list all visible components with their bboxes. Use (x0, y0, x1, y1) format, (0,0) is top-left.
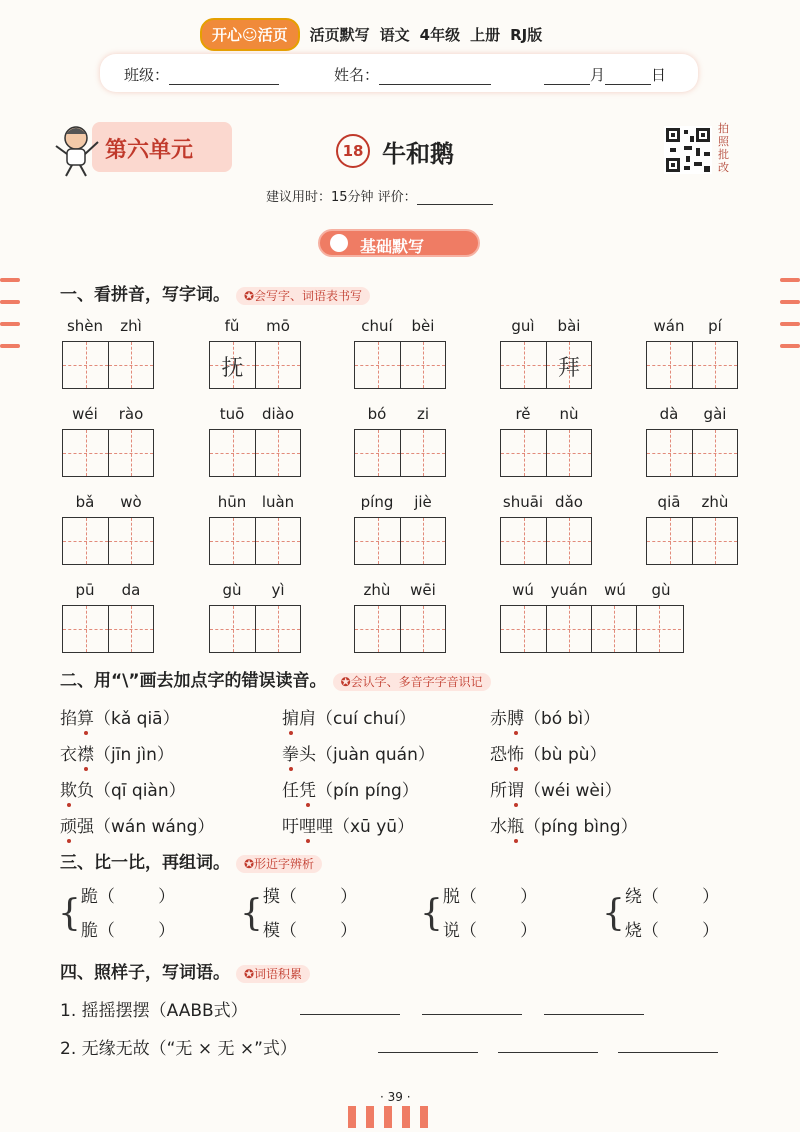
pinyin-syllable: zhù (363, 581, 391, 599)
tianzi-grid (646, 341, 738, 389)
tianzi-grid (646, 517, 738, 565)
writing-cell[interactable] (210, 518, 255, 564)
series-title: 活页默写 (309, 25, 370, 44)
dotted-char: 凭 (299, 776, 316, 801)
dotted-char: 算 (77, 704, 94, 729)
pinyin-syllable: bài (557, 317, 581, 335)
pinyin-syllable: pí (708, 317, 722, 335)
tianzi-grid (500, 605, 684, 653)
word-char: 所 (490, 781, 507, 801)
writing-cell[interactable] (546, 342, 591, 388)
q2-tag: ✪会认字、多音字字音识记 (333, 673, 491, 691)
compare-words (443, 880, 537, 948)
writing-cell[interactable] (692, 342, 737, 388)
dotted-char: 拳 (282, 740, 299, 765)
writing-cell[interactable] (546, 430, 591, 476)
edge-mark (780, 322, 800, 326)
edge-mark (0, 322, 20, 326)
compare-word-blank[interactable]: 烧（ ） (624, 921, 720, 941)
month-label: 月 (590, 66, 606, 84)
dotted-char: 哩 (299, 812, 316, 837)
answer-blank[interactable] (300, 996, 400, 1015)
q4-title: 四、照样子，写词语。 (60, 963, 230, 983)
pinyin-syllable: hūn (217, 493, 247, 511)
dotted-char: 掮 (282, 704, 299, 729)
pinyin-syllable: wán (653, 317, 685, 335)
pinyin-word (500, 316, 592, 389)
pinyin-syllable: gù (222, 581, 242, 599)
pronunciation-item[interactable] (60, 776, 186, 801)
pinyin-word (646, 492, 738, 565)
pronunciation-options: （wéi wèi） (524, 781, 622, 801)
pinyin-word (354, 404, 446, 477)
dotted-char: 瓶 (507, 812, 524, 837)
magnifier-icon (330, 234, 348, 252)
brace-icon: { (58, 893, 81, 934)
compare-words (263, 880, 357, 948)
writing-cell[interactable] (636, 606, 681, 652)
pinyin-syllable: píng (360, 493, 394, 511)
writing-cell[interactable] (647, 518, 692, 564)
pinyin-syllable: dǎo (555, 493, 583, 511)
tianzi-grid (62, 341, 154, 389)
q4-heading (60, 958, 310, 983)
section-banner (318, 229, 480, 257)
pinyin-row (209, 492, 301, 511)
writing-cell[interactable] (501, 518, 546, 564)
pinyin-syllable: yuán (550, 581, 588, 599)
pronunciation-item[interactable] (282, 776, 419, 801)
pinyin-word (354, 580, 446, 653)
unit-title: 第六单元 (105, 138, 194, 163)
q4-item-1-text: 1. 摇摇摆摆（AABB式） (60, 1001, 248, 1021)
tianzi-grid (62, 517, 154, 565)
grade: 4年级 (419, 25, 461, 44)
q4-item-1 (60, 996, 248, 1021)
pronunciation-options: （kǎ qiā） (94, 709, 180, 729)
subject: 语文 (379, 25, 410, 44)
class-field[interactable] (124, 64, 279, 85)
q1-title: 一、看拼音，写字词。 (60, 285, 230, 305)
pinyin-row (354, 316, 446, 335)
pronunciation-item[interactable] (282, 812, 414, 837)
pronunciation-item[interactable] (60, 812, 214, 837)
writing-cell[interactable] (400, 342, 445, 388)
edge-mark (780, 300, 800, 304)
q3-tag: ✪形近字辨析 (236, 855, 322, 873)
word-char: 吁 (282, 817, 299, 837)
pinyin-syllable: wú (604, 581, 626, 599)
pronunciation-item[interactable] (490, 740, 607, 765)
pinyin-syllable: da (121, 581, 141, 599)
compare-words (625, 880, 719, 948)
writing-cell[interactable] (210, 430, 255, 476)
q2-title: 二、用“\”画去加点字的错误读音。 (60, 671, 327, 691)
writing-cell[interactable] (108, 342, 153, 388)
pinyin-word (209, 316, 301, 389)
pinyin-syllable: bó (367, 405, 387, 423)
edge-mark (780, 344, 800, 348)
term: 上册 (470, 25, 501, 44)
pronunciation-options: 强（wán wáng） (77, 817, 215, 837)
pronunciation-options: 头（juàn quán） (299, 745, 435, 765)
writing-cell[interactable] (501, 430, 546, 476)
footer-bar (348, 1106, 356, 1128)
photo-grading-label: 拍照批改 (718, 122, 729, 174)
lesson-number: 18 (336, 134, 370, 168)
tianzi-grid (646, 429, 738, 477)
pinyin-row (62, 580, 154, 599)
pinyin-syllable: jiè (414, 493, 432, 511)
dotted-char: 顽 (60, 812, 77, 837)
class-label: 班级： (124, 66, 170, 84)
tianzi-grid (354, 605, 446, 653)
dotted-char: 膊 (507, 704, 524, 729)
writing-cell[interactable] (255, 518, 300, 564)
pinyin-syllable: chuí (361, 317, 393, 335)
student-info-bar (100, 54, 698, 92)
writing-cell[interactable] (108, 518, 153, 564)
name-label: 姓名： (334, 66, 380, 84)
compare-word-blank[interactable]: 摸（ ） (262, 887, 358, 907)
page-number: · 39 · (380, 1090, 411, 1104)
pinyin-syllable: pū (75, 581, 95, 599)
word-char: 赤 (490, 709, 507, 729)
pinyin-row (646, 404, 738, 423)
writing-cell[interactable] (63, 606, 108, 652)
pinyin-syllable: bǎ (75, 493, 95, 511)
edition: RJ版 (510, 25, 543, 44)
footer-bar (402, 1106, 410, 1128)
pinyin-syllable: gù (651, 581, 671, 599)
pinyin-word (62, 580, 154, 653)
writing-cell[interactable] (400, 430, 445, 476)
pinyin-row (209, 404, 301, 423)
pinyin-syllable: shuāi (502, 493, 544, 511)
writing-cell[interactable] (63, 342, 108, 388)
writing-cell[interactable] (210, 342, 255, 388)
section-title: 基础默写 (360, 237, 425, 256)
writing-cell[interactable] (63, 430, 108, 476)
writing-cell[interactable] (255, 430, 300, 476)
pinyin-syllable: dà (659, 405, 679, 423)
compare-word-blank[interactable]: 绕（ ） (624, 887, 720, 907)
compare-words (81, 880, 175, 948)
edge-mark (780, 278, 800, 282)
q4-item-2 (60, 1034, 297, 1059)
pinyin-word (354, 492, 446, 565)
pinyin-syllable: rě (515, 405, 531, 423)
footer-bar (366, 1106, 374, 1128)
pronunciation-options: （bó bì） (524, 709, 601, 729)
pinyin-row (209, 316, 301, 335)
q4-item-2-blanks (378, 1034, 718, 1053)
answer-blank[interactable] (422, 996, 522, 1015)
tianzi-grid (62, 429, 154, 477)
pinyin-syllable: wú (512, 581, 534, 599)
q1-heading (60, 280, 370, 305)
pinyin-syllable: nù (559, 405, 579, 423)
tianzi-grid (500, 341, 592, 389)
pronunciation-options: （pín píng） (316, 781, 419, 801)
q4-item-1-blanks (300, 996, 644, 1015)
pinyin-row (62, 404, 154, 423)
pronunciation-options: 负（qī qiàn） (77, 781, 186, 801)
edge-mark (0, 344, 20, 348)
pinyin-row (500, 316, 592, 335)
pronunciation-item[interactable] (490, 812, 638, 837)
writing-cell[interactable] (692, 518, 737, 564)
lesson-title: 牛和鹅 (382, 140, 454, 168)
answer-blank[interactable] (544, 996, 644, 1015)
name-field[interactable] (334, 64, 491, 85)
pronunciation-item[interactable] (490, 776, 622, 801)
writing-cell[interactable] (108, 606, 153, 652)
pronunciation-options: （bù pù） (524, 745, 607, 765)
pinyin-word (646, 316, 738, 389)
pronunciation-item[interactable] (490, 704, 600, 729)
qr-code-icon[interactable] (664, 126, 712, 174)
writing-cell[interactable] (647, 342, 692, 388)
q1-tag: ✪会写字、词语表书写 (236, 287, 370, 305)
pinyin-syllable: wēi (410, 581, 436, 599)
tianzi-grid (354, 429, 446, 477)
q2-heading (60, 666, 491, 691)
pinyin-word (646, 404, 738, 477)
pronunciation-item[interactable] (282, 740, 435, 765)
compare-pair (420, 880, 537, 948)
compare-pair (58, 880, 175, 948)
writing-cell[interactable] (501, 606, 546, 652)
pronunciation-options: 肩（cuí chuí） (299, 709, 416, 729)
pinyin-row (646, 316, 738, 335)
q4-item-2-text: 2. 无缘无故（“无 × 无 ×”式） (60, 1039, 297, 1059)
dotted-char: 谓 (507, 776, 524, 801)
pinyin-syllable: bèi (411, 317, 435, 335)
writing-cell[interactable] (108, 430, 153, 476)
pinyin-row (62, 492, 154, 511)
footer-bar (420, 1106, 428, 1128)
writing-cell[interactable] (355, 342, 400, 388)
time-label: 建议用时：15分钟 评价： (266, 190, 417, 205)
tianzi-grid (209, 605, 301, 653)
writing-cell[interactable] (355, 606, 400, 652)
compare-word-blank[interactable]: 模（ ） (262, 921, 358, 941)
q3-heading (60, 848, 322, 873)
pinyin-syllable: gài (703, 405, 727, 423)
pinyin-word (62, 404, 154, 477)
pinyin-row (646, 492, 738, 511)
pinyin-syllable: diào (261, 405, 295, 423)
tianzi-grid (500, 517, 592, 565)
q4-tag: ✪词语积累 (236, 965, 310, 983)
pinyin-word (62, 316, 154, 389)
dotted-char: 襟 (77, 740, 94, 765)
brace-icon: { (240, 893, 263, 934)
tianzi-grid (62, 605, 154, 653)
writing-cell[interactable] (255, 606, 300, 652)
compare-word-blank[interactable]: 脱（ ） (442, 887, 538, 907)
pinyin-syllable: zi (416, 405, 430, 423)
word-char: 掐 (60, 709, 77, 729)
writing-cell[interactable] (591, 606, 636, 652)
compare-pair (602, 880, 719, 948)
pinyin-word (500, 492, 592, 565)
tianzi-grid (500, 429, 592, 477)
answer-blank[interactable] (618, 1034, 718, 1053)
pinyin-syllable: tuō (219, 405, 245, 423)
tianzi-grid (209, 429, 301, 477)
pinyin-row (500, 404, 592, 423)
pinyin-syllable: guì (511, 317, 535, 335)
pinyin-syllable: wò (120, 493, 142, 511)
pinyin-syllable: rào (118, 405, 144, 423)
tianzi-grid (209, 341, 301, 389)
footer-bars (348, 1106, 428, 1128)
pinyin-word (354, 316, 446, 389)
tianzi-grid (354, 517, 446, 565)
pronunciation-options: （jīn jìn） (94, 745, 174, 765)
writing-cell[interactable] (546, 518, 591, 564)
brace-icon: { (602, 893, 625, 934)
pinyin-word (62, 492, 154, 565)
compare-word-blank[interactable]: 脆（ ） (80, 921, 176, 941)
compare-word-blank[interactable]: 跪（ ） (80, 887, 176, 907)
edge-mark (0, 278, 20, 282)
pinyin-syllable: zhì (120, 317, 142, 335)
writing-cell[interactable] (400, 518, 445, 564)
given-character: 拜 (557, 356, 580, 381)
compare-word-blank[interactable]: 说（ ） (442, 921, 538, 941)
tianzi-grid (354, 341, 446, 389)
pinyin-row (62, 316, 154, 335)
time-evaluation (266, 186, 493, 205)
pinyin-row (354, 404, 446, 423)
pinyin-row (209, 580, 301, 599)
writing-cell[interactable] (647, 430, 692, 476)
brand-logo: 开心☺活页 (200, 18, 300, 51)
footer-bar (384, 1106, 392, 1128)
pinyin-row (354, 580, 446, 599)
answer-blank[interactable] (498, 1034, 598, 1053)
brace-icon: { (420, 893, 443, 934)
pinyin-word (500, 404, 592, 477)
pinyin-syllable: mō (266, 317, 290, 335)
date-field[interactable] (544, 64, 666, 85)
word-char: 衣 (60, 745, 77, 765)
pinyin-syllable: qiā (657, 493, 681, 511)
writing-cell[interactable] (400, 606, 445, 652)
writing-cell[interactable] (692, 430, 737, 476)
compare-pair (240, 880, 357, 948)
dotted-char: 欺 (60, 776, 77, 801)
word-char: 恐 (490, 745, 507, 765)
writing-cell[interactable] (355, 518, 400, 564)
pinyin-syllable: fǔ (224, 317, 240, 335)
pinyin-syllable: wéi (72, 405, 98, 423)
answer-blank[interactable] (378, 1034, 478, 1053)
pronunciation-options: 哩（xū yū） (316, 817, 415, 837)
writing-cell[interactable] (355, 430, 400, 476)
pinyin-row (354, 492, 446, 511)
pinyin-syllable: yì (271, 581, 285, 599)
pinyin-syllable: luàn (261, 493, 295, 511)
pronunciation-item[interactable] (60, 704, 180, 729)
pinyin-word (209, 580, 301, 653)
pinyin-word (209, 404, 301, 477)
pinyin-row (500, 580, 684, 599)
pinyin-word (500, 580, 684, 653)
writing-cell[interactable] (546, 606, 591, 652)
tianzi-grid (209, 517, 301, 565)
given-character: 抚 (221, 356, 244, 381)
writing-cell[interactable] (501, 342, 546, 388)
word-char: 水 (490, 817, 507, 837)
pinyin-word (209, 492, 301, 565)
word-char: 任 (282, 781, 299, 801)
dotted-char: 怖 (507, 740, 524, 765)
header-bar (200, 16, 610, 52)
writing-cell[interactable] (210, 606, 255, 652)
day-label: 日 (651, 66, 667, 84)
pronunciation-item[interactable] (60, 740, 174, 765)
edge-mark (0, 300, 20, 304)
pronunciation-options: （píng bìng） (524, 817, 638, 837)
pinyin-syllable: zhù (701, 493, 729, 511)
pinyin-syllable: shèn (66, 317, 104, 335)
writing-cell[interactable] (255, 342, 300, 388)
q3-title: 三、比一比，再组词。 (60, 853, 230, 873)
writing-cell[interactable] (63, 518, 108, 564)
pinyin-row (500, 492, 592, 511)
pronunciation-item[interactable] (282, 704, 416, 729)
mascot-icon (50, 122, 106, 178)
